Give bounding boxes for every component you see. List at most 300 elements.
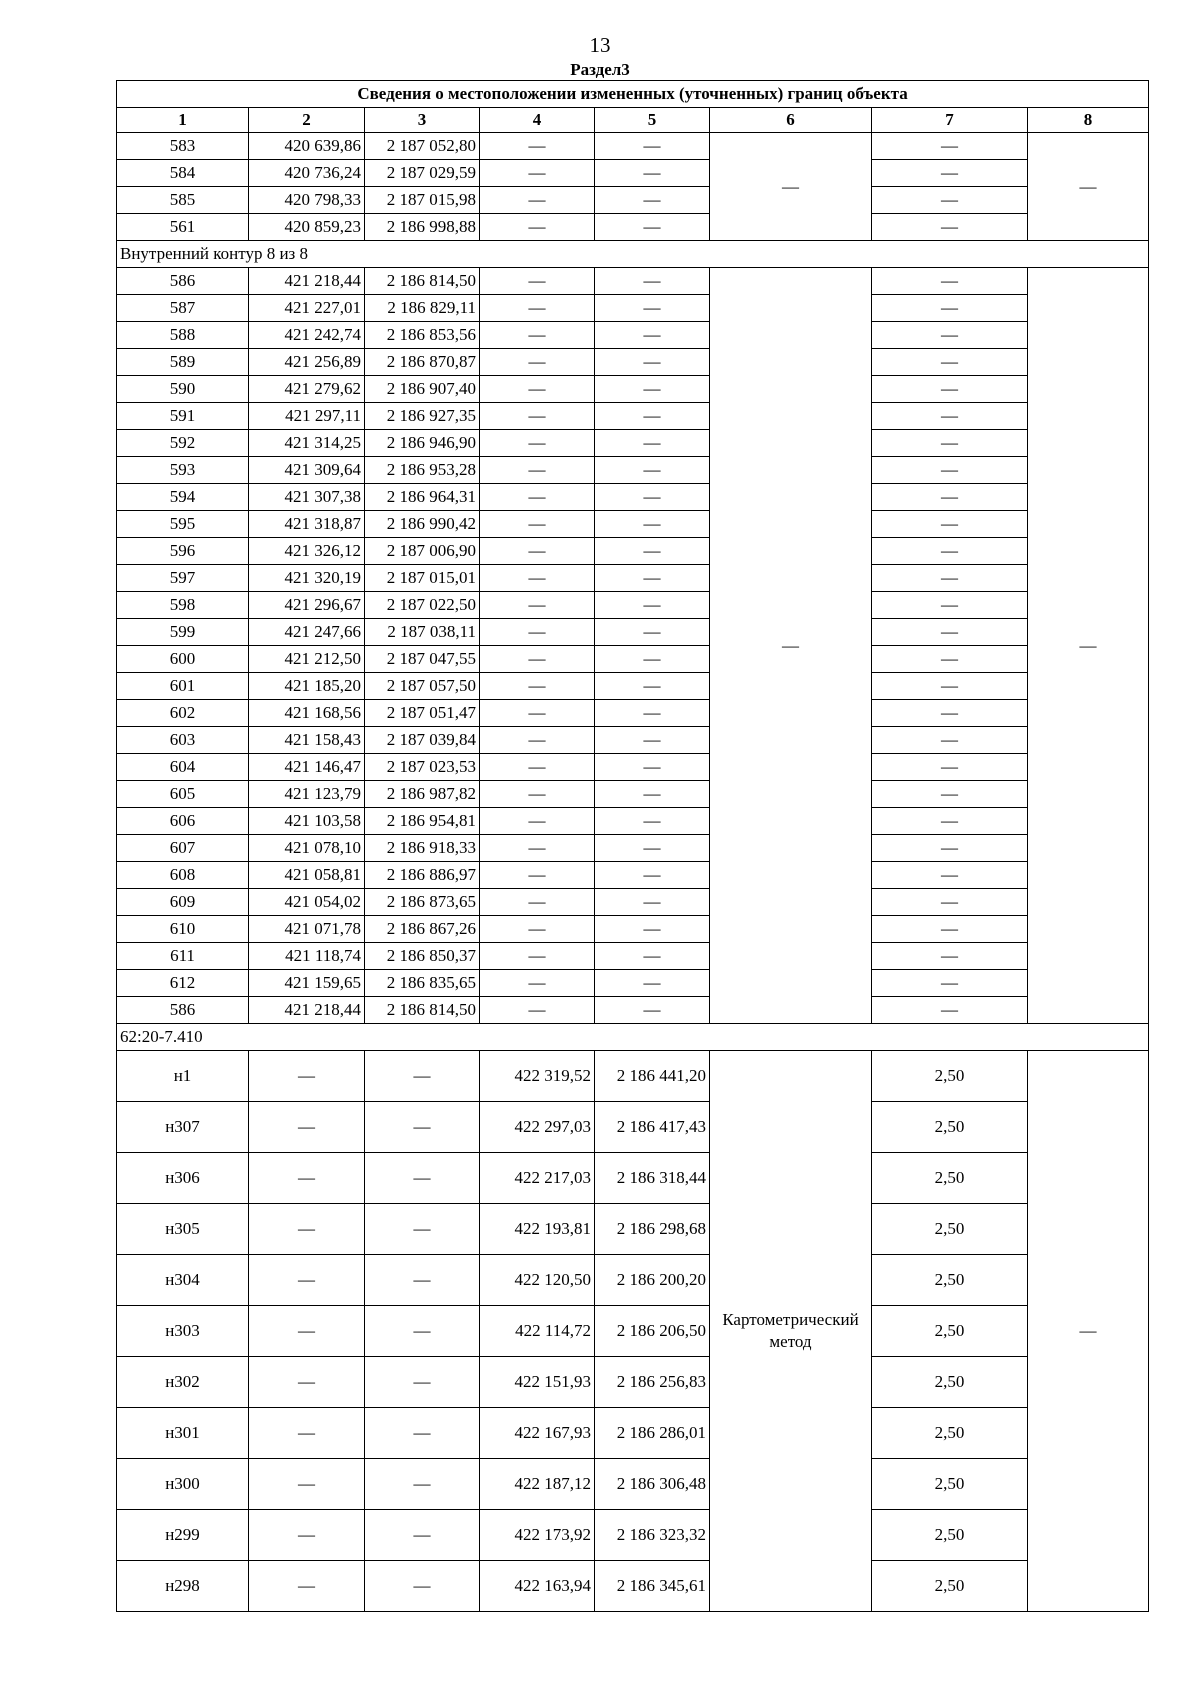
coord-y-existing: 2 187 006,90 [365,538,480,565]
coord-x-new: — [480,754,595,781]
coord-x-existing: 421 058,81 [249,862,365,889]
coord-y-new: 2 186 417,43 [595,1102,710,1153]
coord-y-existing: — [365,1306,480,1357]
coord-y-existing: — [365,1357,480,1408]
accuracy-cell: — [872,268,1028,295]
accuracy-cell: 2,50 [872,1510,1028,1561]
coord-y-existing: 2 187 052,80 [365,133,480,160]
coord-y-existing: — [365,1051,480,1102]
accuracy-cell: — [872,592,1028,619]
coord-x-existing: — [249,1102,365,1153]
table-row [117,376,1149,403]
coord-x-new: — [480,727,595,754]
accuracy-cell: — [872,808,1028,835]
accuracy-cell: 2,50 [872,1408,1028,1459]
coord-x-new: 422 217,03 [480,1153,595,1204]
coord-y-new: — [595,754,710,781]
coord-x-existing: 421 054,02 [249,889,365,916]
method-cell: Картометрический метод [710,1051,872,1612]
table-row [117,214,1149,241]
coord-x-new: 422 151,93 [480,1357,595,1408]
column-header: 2 [249,108,365,133]
accuracy-cell: — [872,511,1028,538]
coord-x-new: 422 120,50 [480,1255,595,1306]
coord-x-existing: — [249,1357,365,1408]
coord-y-new: — [595,592,710,619]
coord-y-new: — [595,160,710,187]
point-id: н303 [117,1306,249,1357]
coord-x-existing: 421 118,74 [249,943,365,970]
coord-y-new: 2 186 286,01 [595,1408,710,1459]
column-header: 8 [1028,108,1149,133]
point-id: 584 [117,160,249,187]
point-id: 600 [117,646,249,673]
coord-x-new: — [480,349,595,376]
coord-y-new: — [595,727,710,754]
coord-y-existing: 2 187 029,59 [365,160,480,187]
point-id: 586 [117,268,249,295]
coord-x-existing: 421 168,56 [249,700,365,727]
coord-y-new: — [595,403,710,430]
coord-y-existing: 2 187 023,53 [365,754,480,781]
coord-x-new: — [480,592,595,619]
point-id: 605 [117,781,249,808]
coord-y-existing: 2 186 886,97 [365,862,480,889]
accuracy-cell: — [872,484,1028,511]
coord-x-new: 422 167,93 [480,1408,595,1459]
table-row [117,862,1149,889]
point-id: 595 [117,511,249,538]
coord-x-existing: 421 227,01 [249,295,365,322]
coord-y-new: — [595,835,710,862]
point-id: 603 [117,727,249,754]
table-row [117,889,1149,916]
accuracy-cell: 2,50 [872,1051,1028,1102]
table-row [117,1408,1149,1459]
accuracy-cell: — [872,673,1028,700]
method-cell: — [710,133,872,241]
coord-x-new: — [480,214,595,241]
accuracy-cell: 2,50 [872,1306,1028,1357]
point-id: н306 [117,1153,249,1204]
column-header: 5 [595,108,710,133]
coord-x-new: 422 163,94 [480,1561,595,1612]
coord-y-existing: 2 186 850,37 [365,943,480,970]
coord-x-new: 422 114,72 [480,1306,595,1357]
point-id: н304 [117,1255,249,1306]
coord-x-existing: 421 185,20 [249,673,365,700]
accuracy-cell: — [872,835,1028,862]
accuracy-cell: — [872,646,1028,673]
accuracy-cell: — [872,565,1028,592]
table-row [117,538,1149,565]
table-row [117,592,1149,619]
table-row [117,943,1149,970]
coord-y-existing: 2 186 990,42 [365,511,480,538]
point-id: 606 [117,808,249,835]
coord-y-new: — [595,700,710,727]
coord-x-new: — [480,268,595,295]
accuracy-cell: — [872,862,1028,889]
coord-y-existing: 2 186 918,33 [365,835,480,862]
coord-x-new: — [480,484,595,511]
point-id: 591 [117,403,249,430]
coord-x-existing: 420 736,24 [249,160,365,187]
coord-x-existing: 421 318,87 [249,511,365,538]
coord-y-existing: 2 186 907,40 [365,376,480,403]
description-cell: — [1028,1051,1149,1612]
coord-x-new: 422 297,03 [480,1102,595,1153]
column-header: 6 [710,108,872,133]
coord-y-new: — [595,808,710,835]
accuracy-cell: — [872,916,1028,943]
coord-y-new: 2 186 200,20 [595,1255,710,1306]
coord-y-existing: 2 187 022,50 [365,592,480,619]
table-row [117,970,1149,997]
accuracy-cell: — [872,376,1028,403]
coord-y-existing: 2 186 953,28 [365,457,480,484]
point-id: 612 [117,970,249,997]
point-id: 589 [117,349,249,376]
coord-y-new: — [595,538,710,565]
accuracy-cell: — [872,322,1028,349]
coord-x-existing: 421 242,74 [249,322,365,349]
section-contour-label: Внутренний контур 8 из 8 [117,241,1149,268]
section-contour [117,241,1149,268]
point-id: 611 [117,943,249,970]
coord-x-existing: — [249,1510,365,1561]
table-row [117,673,1149,700]
point-id: 593 [117,457,249,484]
accuracy-cell: — [872,781,1028,808]
coord-y-existing: 2 186 964,31 [365,484,480,511]
point-id: 610 [117,916,249,943]
accuracy-cell: — [872,889,1028,916]
coord-x-new: — [480,835,595,862]
table-row [117,430,1149,457]
coord-x-new: — [480,700,595,727]
point-id: 583 [117,133,249,160]
coord-y-new: — [595,214,710,241]
coord-y-new: 2 186 256,83 [595,1357,710,1408]
coord-x-new: — [480,133,595,160]
coord-x-existing: 421 158,43 [249,727,365,754]
table-row [117,187,1149,214]
coord-x-existing: 421 218,44 [249,997,365,1024]
coord-y-existing: 2 186 870,87 [365,349,480,376]
coord-y-new: — [595,457,710,484]
description-cell: — [1028,133,1149,241]
coord-y-existing: 2 187 015,01 [365,565,480,592]
coord-y-existing: — [365,1204,480,1255]
coord-y-new: — [595,349,710,376]
coord-x-new: — [480,673,595,700]
coord-y-existing: 2 187 057,50 [365,673,480,700]
coord-x-new: — [480,403,595,430]
coord-y-new: — [595,376,710,403]
coord-y-existing: 2 187 051,47 [365,700,480,727]
coord-x-new: — [480,295,595,322]
point-id: н298 [117,1561,249,1612]
coord-x-existing: 420 859,23 [249,214,365,241]
coord-y-new: — [595,484,710,511]
page-number: 13 [589,33,611,57]
point-id: 597 [117,565,249,592]
coord-x-new: — [480,943,595,970]
coord-y-existing: 2 186 954,81 [365,808,480,835]
description-cell: — [1028,268,1149,1024]
coord-y-new: — [595,673,710,700]
column-header-row [117,108,1149,133]
coord-x-existing: 421 247,66 [249,619,365,646]
coord-y-new: — [595,295,710,322]
accuracy-cell: — [872,727,1028,754]
coord-y-existing: — [365,1102,480,1153]
coord-y-existing: 2 187 039,84 [365,727,480,754]
table-row [117,781,1149,808]
table-row [117,484,1149,511]
coord-y-new: — [595,619,710,646]
coord-x-existing: 421 103,58 [249,808,365,835]
boundary-coordinates-table [116,80,1149,1612]
accuracy-cell: — [872,160,1028,187]
coord-y-existing: 2 186 873,65 [365,889,480,916]
table-row [117,1255,1149,1306]
table-row [117,1561,1149,1612]
coord-y-existing: — [365,1459,480,1510]
accuracy-cell: 2,50 [872,1153,1028,1204]
table-row [117,295,1149,322]
table-row [117,700,1149,727]
coord-x-new: — [480,511,595,538]
table-row [117,511,1149,538]
coord-x-existing: — [249,1408,365,1459]
table-row [117,349,1149,376]
coord-x-existing: 421 078,10 [249,835,365,862]
coord-x-existing: 421 320,19 [249,565,365,592]
accuracy-cell: — [872,619,1028,646]
table-row [117,916,1149,943]
point-id: 587 [117,295,249,322]
accuracy-cell: — [872,997,1028,1024]
table-row [117,1306,1149,1357]
coord-y-existing: — [365,1510,480,1561]
coord-x-new: — [480,160,595,187]
coord-x-new: 422 173,92 [480,1510,595,1561]
table-row [117,1357,1149,1408]
table-row [117,457,1149,484]
accuracy-cell: 2,50 [872,1102,1028,1153]
coord-y-new: — [595,133,710,160]
point-id: 608 [117,862,249,889]
coord-x-existing: 421 309,64 [249,457,365,484]
coord-x-new: 422 319,52 [480,1051,595,1102]
coord-y-new: — [595,916,710,943]
table-row [117,997,1149,1024]
coord-y-new: 2 186 441,20 [595,1051,710,1102]
coord-x-new: — [480,187,595,214]
coord-y-new: 2 186 206,50 [595,1306,710,1357]
table-row [117,1204,1149,1255]
accuracy-cell: — [872,538,1028,565]
point-id: н1 [117,1051,249,1102]
accuracy-cell: — [872,970,1028,997]
accuracy-cell: — [872,133,1028,160]
table-row [117,133,1149,160]
coord-y-new: — [595,889,710,916]
accuracy-cell: — [872,403,1028,430]
point-id: 594 [117,484,249,511]
coord-y-existing: 2 186 835,65 [365,970,480,997]
table-row [117,565,1149,592]
point-id: 592 [117,430,249,457]
coord-y-new: — [595,862,710,889]
table-row [117,727,1149,754]
table-row [117,1510,1149,1561]
point-id: н301 [117,1408,249,1459]
table-row [117,1459,1149,1510]
table-row [117,808,1149,835]
point-id: 604 [117,754,249,781]
accuracy-cell: — [872,430,1028,457]
coord-x-existing: — [249,1204,365,1255]
coord-y-new: — [595,997,710,1024]
coord-y-new: — [595,268,710,295]
coord-y-new: — [595,322,710,349]
column-header: 1 [117,108,249,133]
coord-y-existing: 2 186 867,26 [365,916,480,943]
accuracy-cell: — [872,187,1028,214]
column-header: 7 [872,108,1028,133]
coord-y-new: 2 186 306,48 [595,1459,710,1510]
accuracy-cell: — [872,295,1028,322]
coord-y-new: 2 186 298,68 [595,1204,710,1255]
coord-y-existing: — [365,1153,480,1204]
accuracy-cell: — [872,457,1028,484]
coord-x-new: — [480,430,595,457]
coord-x-existing: 421 256,89 [249,349,365,376]
method-cell: — [710,268,872,1024]
point-id: 602 [117,700,249,727]
coord-x-existing: 421 326,12 [249,538,365,565]
coord-y-existing: — [365,1255,480,1306]
coord-x-new: — [480,862,595,889]
coord-x-existing: 421 123,79 [249,781,365,808]
point-id: 601 [117,673,249,700]
point-id: н305 [117,1204,249,1255]
coord-y-new: — [595,970,710,997]
coord-x-new: — [480,538,595,565]
coord-x-existing: 421 297,11 [249,403,365,430]
coord-x-existing: — [249,1306,365,1357]
accuracy-cell: — [872,943,1028,970]
point-id: 588 [117,322,249,349]
point-id: 599 [117,619,249,646]
section-title: Раздел3 [570,60,630,79]
coord-y-new: 2 186 345,61 [595,1561,710,1612]
coord-x-existing: — [249,1561,365,1612]
coord-x-new: — [480,619,595,646]
column-header: 3 [365,108,480,133]
coord-x-existing: 421 296,67 [249,592,365,619]
accuracy-cell: 2,50 [872,1255,1028,1306]
coord-x-new: — [480,565,595,592]
coord-y-existing: 2 187 015,98 [365,187,480,214]
coord-y-existing: 2 187 047,55 [365,646,480,673]
point-id: 609 [117,889,249,916]
table-row [117,160,1149,187]
coord-x-new: 422 187,12 [480,1459,595,1510]
table-row [117,646,1149,673]
table-row [117,1153,1149,1204]
coord-y-existing: 2 187 038,11 [365,619,480,646]
accuracy-cell: 2,50 [872,1204,1028,1255]
point-id: 585 [117,187,249,214]
coord-y-existing: — [365,1408,480,1459]
table-caption: Сведения о местоположении измененных (уточненных) границ объекта [117,81,1149,108]
coord-y-new: 2 186 323,32 [595,1510,710,1561]
point-id: н307 [117,1102,249,1153]
coord-y-new: — [595,781,710,808]
coord-x-new: — [480,997,595,1024]
coord-y-existing: 2 186 829,11 [365,295,480,322]
coord-x-existing: 421 218,44 [249,268,365,295]
accuracy-cell: — [872,700,1028,727]
point-id: н299 [117,1510,249,1561]
point-id: н300 [117,1459,249,1510]
point-id: 590 [117,376,249,403]
table-row [117,1102,1149,1153]
point-id: 586 [117,997,249,1024]
coord-y-new: — [595,430,710,457]
coord-x-existing: 421 212,50 [249,646,365,673]
point-id: 561 [117,214,249,241]
column-header: 4 [480,108,595,133]
coord-x-existing: — [249,1255,365,1306]
coord-x-new: — [480,376,595,403]
table-row [117,403,1149,430]
coord-x-new: — [480,646,595,673]
coord-x-new: — [480,970,595,997]
coord-y-new: 2 186 318,44 [595,1153,710,1204]
coord-x-existing: 421 071,78 [249,916,365,943]
coord-x-new: — [480,781,595,808]
coord-x-existing: 421 307,38 [249,484,365,511]
coord-x-existing: — [249,1459,365,1510]
coord-x-existing: 420 639,86 [249,133,365,160]
point-id: 598 [117,592,249,619]
coord-x-existing: 421 159,65 [249,970,365,997]
coord-x-existing: 421 146,47 [249,754,365,781]
coord-y-existing: 2 186 987,82 [365,781,480,808]
coord-y-existing: 2 186 946,90 [365,430,480,457]
point-id: н302 [117,1357,249,1408]
coord-x-existing: — [249,1051,365,1102]
section-parcel-label: 62:20-7.410 [117,1024,1149,1051]
coord-y-new: — [595,943,710,970]
coord-y-existing: 2 186 814,50 [365,997,480,1024]
coord-y-existing: 2 186 998,88 [365,214,480,241]
point-id: 607 [117,835,249,862]
accuracy-cell: 2,50 [872,1561,1028,1612]
point-id: 596 [117,538,249,565]
table-row [117,322,1149,349]
coord-x-new: — [480,322,595,349]
coord-x-existing: 421 279,62 [249,376,365,403]
accuracy-cell: — [872,214,1028,241]
coord-y-new: — [595,187,710,214]
coord-x-existing: 420 798,33 [249,187,365,214]
